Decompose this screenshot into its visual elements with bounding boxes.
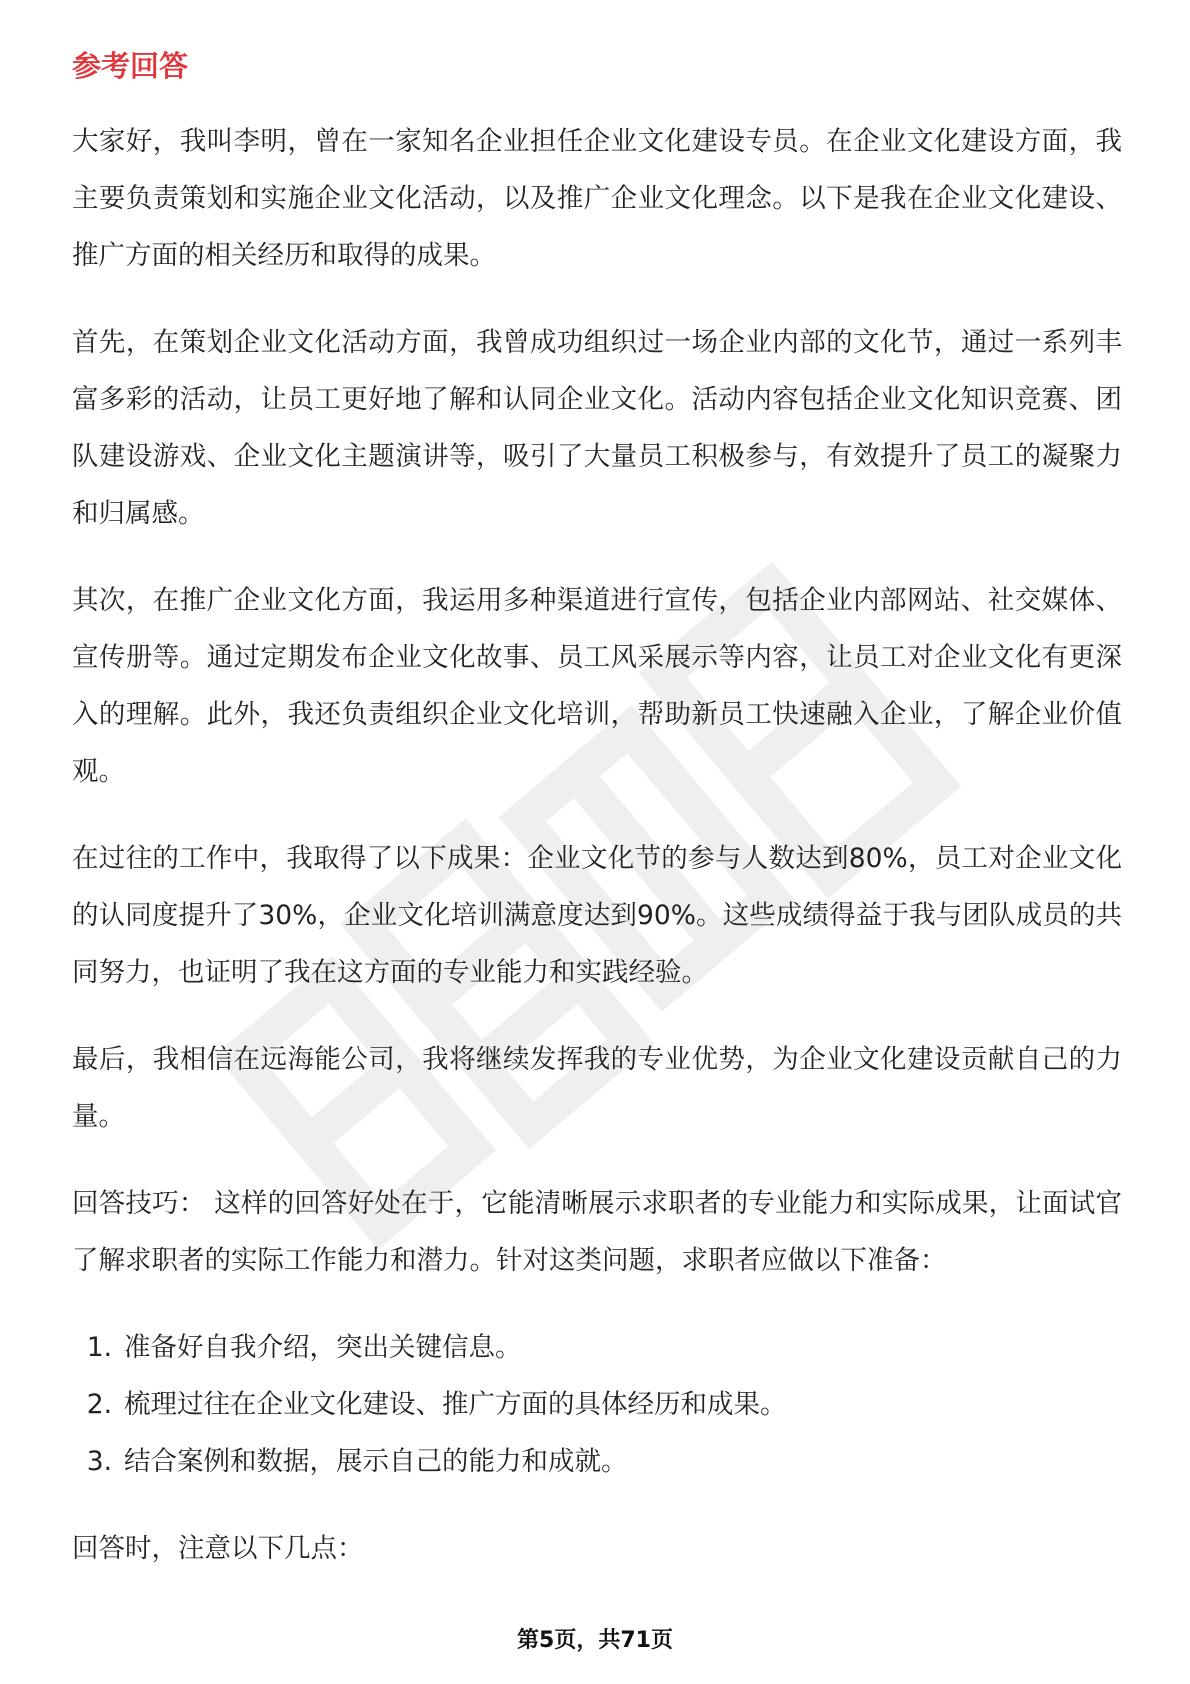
- list-item-number: 2.: [86, 1388, 112, 1420]
- paragraph-closing: 回答时，注意以下几点：: [72, 1532, 364, 1564]
- paragraph-planning: 首先，在策划企业文化活动方面，我曾成功组织过一场企业内部的文化节，通过一系列丰富多彩的活动，让员工更好地了解和认同企业文化。活动内容包括企业文化知识竞赛、团队建设游戏、企业文化主题演讲等，吸引了大量员工积极参与，有效提升了员工的凝聚力和归属感。: [72, 326, 1122, 529]
- list-item-number: 3.: [86, 1445, 112, 1477]
- document-body: [72, 40, 1122, 1607]
- paragraph-intro: 大家好，我叫李明，曾在一家知名企业担任企业文化建设专员。在企业文化建设方面，我主要负责策划和实施企业文化活动，以及推广企业文化理念。以下是我在企业文化建设、推广方面的相关经历和取得的成果。: [72, 125, 1122, 271]
- list-item: [72, 1319, 1122, 1376]
- paragraph-promotion: 其次，在推广企业文化方面，我运用多种渠道进行宣传，包括企业内部网站、社交媒体、宣传册等。通过定期发布企业文化故事、员工风采展示等内容，让员工对企业文化有更深入的理解。此外，我还负责组织企业文化培训，帮助新员工快速融入企业，了解企业价值观。: [72, 584, 1122, 787]
- paragraph-conclusion: 最后，我相信在远海能公司，我将继续发挥我的专业优势，为企业文化建设贡献自己的力量。: [72, 1043, 1122, 1132]
- section-heading: 参考回答: [72, 49, 189, 83]
- page-footer: 第5页，共71页: [517, 1628, 673, 1653]
- paragraph-results: 在过往的工作中，我取得了以下成果：企业文化节的参与人数达到80%，员工对企业文化的认同度提升了30%，企业文化培训满意度达到90%。这些成绩得益于我与团队成员的共同努力，也证明了我在这方面的专业能力和实践经验。: [72, 842, 1122, 988]
- list-item-text: 梳理过往在企业文化建设、推广方面的具体经历和成果。: [124, 1388, 787, 1420]
- list-item-text: 准备好自我介绍，突出关键信息。: [124, 1331, 522, 1363]
- preparation-list: [72, 1319, 1122, 1490]
- list-item-text: 结合案例和数据，展示自己的能力和成就。: [124, 1445, 628, 1477]
- paragraph-tips: 回答技巧： 这样的回答好处在于，它能清晰展示求职者的专业能力和实际成果，让面试官了解求职者的实际工作能力和潜力。针对这类问题，求职者应做以下准备：: [72, 1187, 1122, 1276]
- list-item: [72, 1433, 1122, 1490]
- list-item: [72, 1376, 1122, 1433]
- list-item-number: 1.: [86, 1331, 112, 1363]
